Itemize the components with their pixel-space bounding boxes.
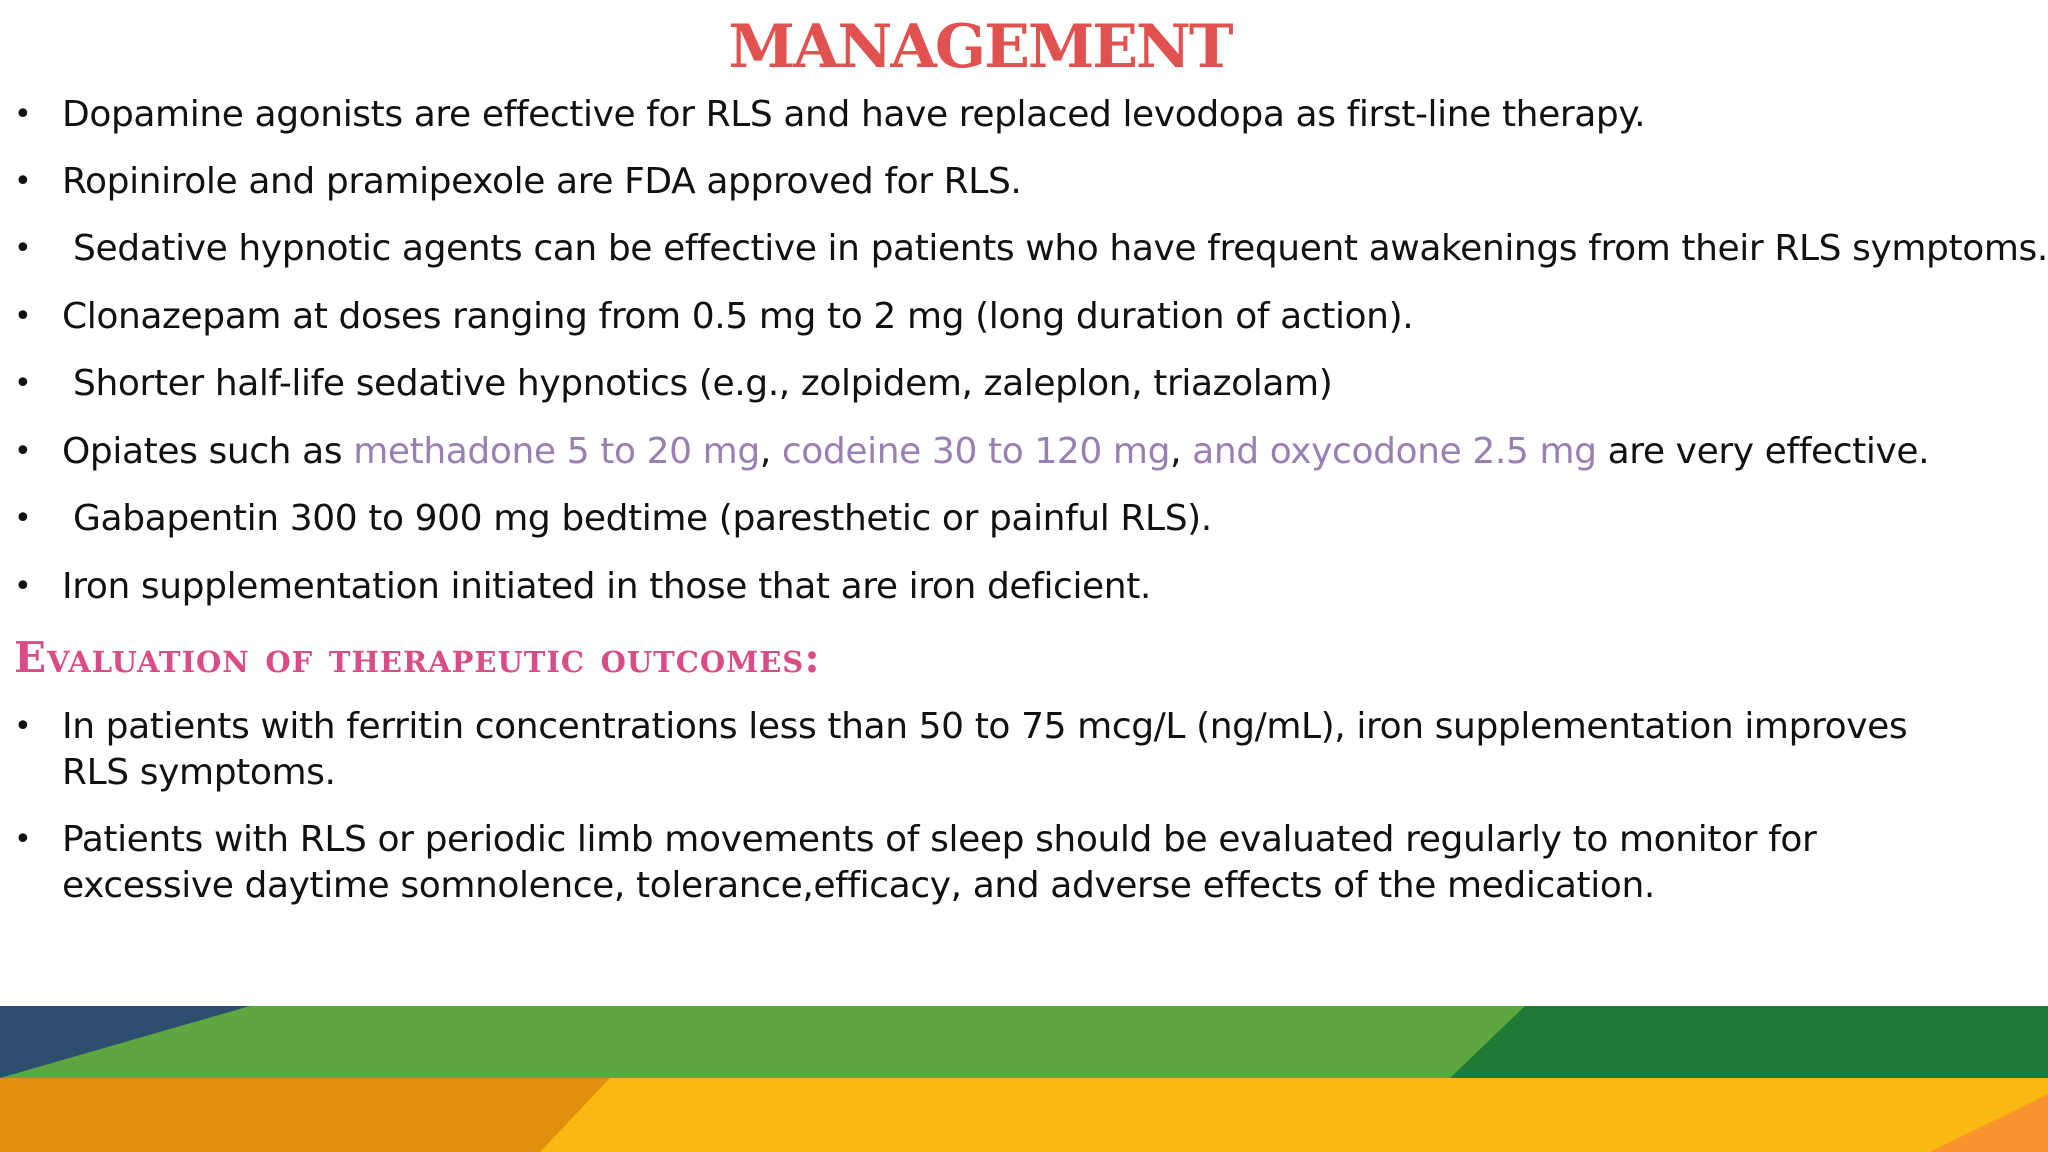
oxycodone-dose: and oxycodone 2.5 mg: [1192, 431, 1597, 472]
methadone-dose: methadone 5 to 20 mg: [353, 431, 760, 472]
separator: ,: [1170, 431, 1193, 472]
list-item-text: Clonazepam at doses ranging from 0.5 mg to 2 mg (long duration of action).: [62, 296, 1414, 337]
list-item-text: Shorter half-life sedative hypnotics (e.g., zolpidem, zaleplon, triazolam): [62, 363, 1333, 404]
list-item-text: Ropinirole and pramipexole are FDA approved for RLS.: [62, 161, 1022, 202]
codeine-dose: codeine 30 to 120 mg: [781, 431, 1171, 472]
list-item-text: In patients with ferritin concentrations less than 50 to 75 mcg/L (ng/mL), iron supplementation improves RLS symptoms.: [62, 706, 1908, 793]
bullet-icon: •: [14, 97, 32, 132]
bullet-icon: •: [14, 569, 32, 604]
bullet-icon: •: [14, 299, 32, 334]
slide-title: MANAGEMENT: [728, 12, 1232, 82]
list-item-text: Dopamine agonists are effective for RLS and have replaced levodopa as first-line therapy.: [62, 94, 1646, 135]
bullet-icon: •: [14, 822, 32, 857]
list-item-text: [62, 429, 1942, 475]
banner-orange-shape: [0, 1078, 610, 1152]
opiates-suffix: are very effective.: [1596, 431, 1930, 472]
banner-dark-green-shape: [1450, 1006, 2048, 1078]
list-item-text: Iron supplementation initiated in those that are iron deficient.: [62, 566, 1151, 607]
decorative-banner: [0, 1006, 2048, 1152]
opiates-prefix: Opiates such as: [62, 431, 354, 472]
list-item-text: Sedative hypnotic agents can be effective in patients who have frequent awakenings from their RLS symptoms.: [62, 228, 2048, 269]
list-item-text: Patients with RLS or periodic limb movements of sleep should be evaluated regularly to monitor for excessive daytime somnolence, tolerance,efficacy, and adverse effects of the medication.: [62, 819, 1817, 906]
bullet-icon: •: [14, 231, 32, 266]
separator: ,: [759, 431, 782, 472]
bullet-icon: •: [14, 709, 32, 744]
bullet-icon: •: [14, 501, 32, 536]
list-item-text: Gabapentin 300 to 900 mg bedtime (paresthetic or painful RLS).: [62, 498, 1212, 539]
bullet-icon: •: [14, 164, 32, 199]
bullet-icon: •: [14, 366, 32, 401]
bullet-icon: •: [14, 434, 32, 469]
evaluation-heading: Evaluation of therapeutic outcomes:: [14, 633, 821, 682]
